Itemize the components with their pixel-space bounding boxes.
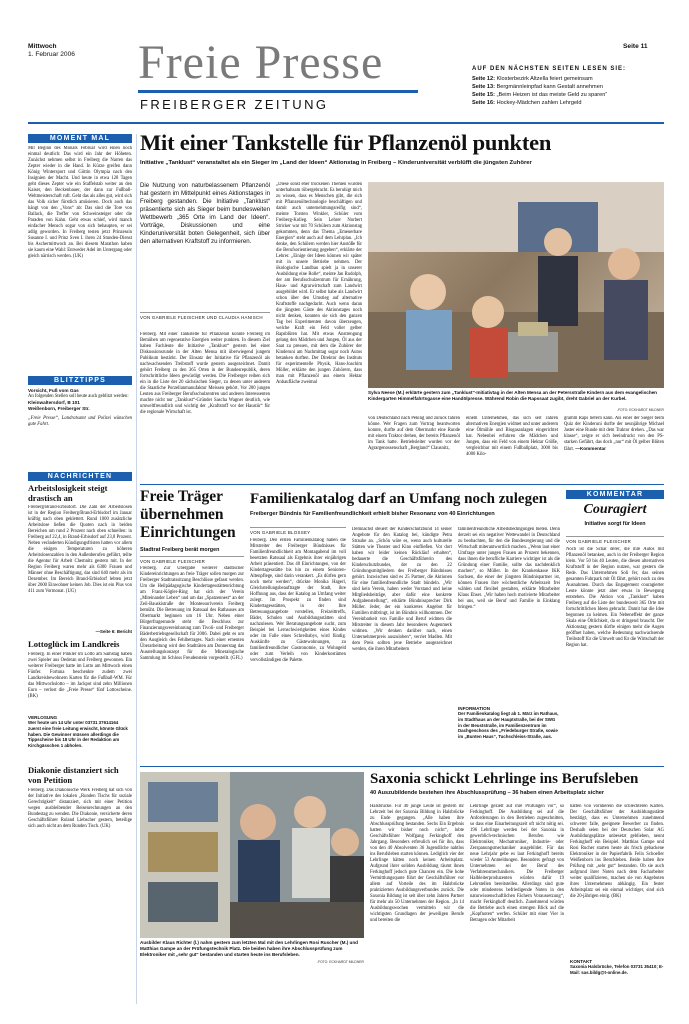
masthead-rule (28, 122, 664, 124)
page-number: Seite 11 (623, 43, 648, 50)
nachrichten-label: NACHRICHTEN (28, 472, 132, 481)
main-headline: Mit einer Tankstelle für Pflanzenöl punkten (140, 130, 552, 155)
traeger-text: Freiberg. Zur Übergabe weiterer städtischer Kindereinrichtungen an freie Träger sollen morgen zur Freiberger Stadtratssitzung Beschlüsse gefasst werden. Um die Heilpädagogische Kindertagesstättenrichtung am Franz-Kögler-Ring hat sich der Verein „Miteinander Leben“ und um das „Spatzennest“ an der Zeil-Bauskistraße der Montessoriverein Freiberg bemüht. Die Betreuung im Ratssaal des Rathauses am Obermarkt beginnen um 16 Uhr. Neben einer Bürgerfragestunde steht die Beschluss zur Finanzierungsvereinbarung zum Tivoli- und Freiberger Bäderbetriebsgesellschaft für 2006. Dabei geht es um den Ausgleich des Fehlbetrages. Nach einer erneuten Überarbeitung wird den Stadträten am Donnerstag das Ausstellungskonzept für die Mineralogische Sammlung im Schloss Freudenstein vorgestellt. (GFL) (140, 566, 244, 661)
familie-headline: Familienkatalog darf an Umfang noch zulegen (250, 491, 548, 507)
main-col-5-text: gramm Raps liefern kann. Als einer der Sieger beim Quiz der Kinderuni durfte der neunjährige Michael Jaster eine Runde mit dem Traktor drehen. „Das war klasse“, zeigte er sich beeindruckt von den PS-starken Gefährt, das doch „nur“ mit Öl gelber Blüten fährt. (564, 416, 664, 452)
main-caption: Sylva Neese (M.) erklärte gestern zum „Tanklust“-Initiativtag in der Alten Mensa an der Petersstraße Kindern aus dem evangelischen Kindergarten Himmelfahrtsgasse eine Handölpresse. Während Robin die Rapssaat zugibt, dreht Gabriel an der Kurbel. (368, 390, 657, 401)
familie-col-3-wrap (458, 527, 560, 762)
nachrichten-column (28, 484, 132, 1004)
n3-title: Diakonie distanziert sich von Petition (28, 765, 119, 785)
date: 1. Februar 2006 (28, 50, 75, 58)
familie-col-1: Freiberg. Den ersten Familienkatalog haben die Mitstreiter des Freiberger Bündnisses für Familienfreundlichkeit am Montagabend im voll besetzten Ratssaal als Ergebnis ihrer einjährigen Arbeit präsentiert. Das 40 Einrichtungen, von der Kindertagesstätte bis hin zu einem Senioren-Altenpflege, sind darin verankert. „Es dürfen gern noch mehr werden“, drückte Monika Hagerl, Gleichstellungsbeauftragte der Stadt, ihre Hoffnung aus, dass der Katalog an Umfang weiter zulegt. Im Prospekt zu finden sind Kindertagesstätten, in der Ihre Betreuungsangebote vorstellen, Freizeittreffs, Bäder, Schulen und Ausbildungsstätten sind nachzulesen. Wer Beratungsangebote sucht, zum Beispiel bei Lernschwierigkeiten eines Kindes oder im Falle eines Schreibabys, wird fündig. Auskünfte zu Gästewohnungen, zu familienfreundlicher Gastronomie, zu Wohngeld oder zum Verleih von Kinderkostümen vervollständigen die Palette. (250, 538, 346, 663)
saxonia-caption: Ausbilder Klaus Richter (l.) nahm gestern zum letzten Mal mit den Lehrlingen Rosi Ruscher (M.) und Matthias Gampe an der Prüfungstechnik Platz. Die beiden haben ihre Abschlussprüfung zum Elektroniker mit „sehr gut“ bestanden und starten heute ins Berufsleben. (140, 940, 358, 957)
preview-box (472, 66, 664, 107)
traeger-author: VON GABRIELE FLEISCHER (140, 556, 244, 564)
blitz-loc-1: Kleinwaltersdorf, B 101 (28, 400, 80, 405)
n2-text: Freiberg. In einer Pinkler im Lotto am Samstag haben zwei Spieler aus Oederan und Freiberg gewonnen. Ein weiterer Freiberger hatte im Lotto am Mittwoch einen Fünfer. Fortuna beschenkte zudem zwei Landkreisbewohnern Karten für die Fußball-WM. Für das Mittwochslotto – im Jackpot sind zehn Millionen Euro – verlost die „Freie Presse“ fünf Lottoscheine. (BK) (28, 651, 132, 699)
kontakt-text: Saxonia Halsbrücke, Telefon 03731 35410; E-Mail: sas.bildg@t-online.de. (570, 964, 664, 975)
kommentar-label: KOMMENTAR (566, 490, 664, 499)
n1-text: Freiberg/Brand-Erbisdorf. Die Zahl der Arbeitslosen ist in der Region Freiberg/Brand-Erbisdorf im Januar kräftig nach oben geklettert. Rund 1000 zusätzliche Arbeitslose ließen die Quoten nach in beiden Bereichen um rund 2 Prozent nach oben schnellen: in Freiberg auf 22,4, in Brand-Erbisdorf auf 23,0 Prozent. Neben veränderten Kündigungsfristen hatten vor allem die eisigen Temperaturen zu höheren Arbeitslosenzahlen in den Außenberufen geführt, teilte die Agentur für Arbeit Chemnitz gestern mit. In der Region Freiberg waren mehr als 6300 Frauen und Männer ohne Beschäftigung, das sind 640 mehr als im Dezember. Im Bereich Brand-Erbisdorf lebten jetzt über 2600 Einwohner keinen Job. Dies ist ein Plus von 411 zum Vormonat. (UG) (28, 505, 132, 595)
n1-title: Arbeitslosigkeit steigt drastisch an (28, 484, 108, 503)
saxonia-col-3: hätten von vornherein die schlechteren Karten. Der Geschäftsführer der Ausbildungsstätte bestätigt, dass es Unternehmen zunehmend schwerer falle, geeignete Bewerber zu finden. Deshalb seien bei der Deutschen Solar AG Ausbildungsplätze unbesetzt geblieben, nennt Ferkinghoff ein Beispiel. Matthias Gampe und Rosi Rucher starten heute als frisch gebackene Elektroniker in der Papierfabrik Felix Schoeller Weißenborn ins Berufsleben. Beide haben ihre Prüfung mit „sehr gut“ bestanden. Ob sie auch aufgrund ihrer Noten nach dem Facharbeiter weiter qualifizieren, machen sie von Angeboten ihres Unternehmens abhängig. Ein fester Arbeitsplatz sei ein einmal wichtiger, sind sich die 20-jährigen einig. (BK) (570, 804, 664, 899)
familie-info-label: INFORMATION (458, 706, 491, 711)
saxonia-col-3-wrap (570, 804, 664, 1004)
saxonia-credit: -FOTO: ECKHARDT MILDNER (316, 960, 364, 964)
main-col-1: Freiberg. Mit einer Tankstelle für Pflanzenöl könnte Freiberg im Bemühen um regenerative Energien weiter punkten. In diesem Ziel haben Fachleute die Initiative „Tanklust“ gestern bei einer Diskussionsrunde in der Alten Mensa mit überwiegend jungem Publikum bestärkt. Der Einsatz der Initiative für Pflanzenöl als nachwachsenden Treibstoff wurde gestern ausgezeichnet. Damit gehört Freiberg zu den 365 Orten in der Bundesrepublik, deren fortschrittliche Ideen gewürdigt werden. Die Freiberger reihen sich ein in die Liste der 20 sächsischen Sieger, zu denen unter anderem die Staatliche Porzellanmanufaktur Meissen gehört. Vor 200 jungen Leuten aus Freiberger Berufsschulzentren und anderen Interessenten machte nicht nur „Tanklust“-Gründer Sascha Wagner deutlich, wie umweltfreundlich und wichtig der „Kraftstoff vor der Haustür“ für die regionale Wirtschaft ist. (140, 332, 270, 415)
kontakt-label: KONTAKT (570, 959, 593, 964)
main-story-rule (140, 484, 664, 485)
moment-text: Mit Beginn des Monats Februar wird einen noch einmal deutlich: Das wird ein Jahr der Höheten. Zunächst nehmen selbst in Freiberg die Narren das Zepter wieder in die Hand. In Kürze greifen dann König Wintersport und Göttin Olympia nach den Insignien der Macht. Und heute in etwa 128 Tagen geht dieses Zepter wie ein Staffelstab weiter an den Kaiser, den Beckenbauer, der dann zur Fußball-Weltmeisterschaft ruft. Geht das als alles gut, wird sich das Volk sicher fürstlich amüsieren. Doch auch das hängt von den „Vons“ ab: Das sind die Tore von Ballack, die Treffer von Schweinsteiger oder die Paraden von Kahn. Geht etwas schief, wird manch einfacher Mensch sogar von sich behaupten, er sei adlig geworden. In Freiberg testen jetzt Prinzessin Susanne I. und Prinz Sven I. ihren 24 Stunden-Dienst bis Aschermittwoch an. Bei diesem Marathon haben sie kaum eine Wahl: Entweder Adel im Untergang oder gleich närrisch werden. (UK) (28, 146, 132, 259)
preview-line: Seite 13: Bergmännleinpfad kann Gestalt annehmen (472, 84, 603, 91)
traeger-headline: Freie Träger übernehmen Einrichtungen (140, 488, 236, 541)
lower-rule (140, 766, 664, 767)
main-subhead: Initiative „Tanklust“ veranstaltet als ein Sieger im „Land der Ideen“ Aktionstag in Freiberg – Kinderuniversität verblüfft die jüngsten Zuhörer (140, 160, 532, 166)
blitz-label: BLITZTIPPS (28, 376, 132, 385)
photo-trainees-workbench (140, 772, 364, 938)
logo: Freie Presse (138, 36, 384, 89)
blitz-loc-2: Weißenborn, Freiberger Str. (28, 406, 90, 411)
saxonia-col-2: Lehrlinge gezielt auf ihre Prüfungen vor“, so Ferkinghoff. Die Ausbildung sei auf die Anforderungen in den Betrieben zugeschnitten, so dass eine Einarbeitungszeit oft nicht nötig sei. 196 Lehrlinge werden bei der Saxonia in gewerblich-technischen Berufen wie Elektroniker, Mechatroniker, Industrie- oder Zerspanungsmechaniker ausgebildet. Für das neue Lehrjahr gebe es laut Ferkinghoff bereits wieder 53 Anmeldungen. Besonders gefragt von Unternehmen sei der Beruf des Verfahrensmechanikers. Die Freiberger Halbleiterproduzenten würden dafür 19 Lehrstellen bereitstellen. Allerdings sind gute oder mindestens befriedigende Noten in den naturwissenschaftlichen Fächern Voraussetzung“, macht Ferkinghoff deutlich. Zunehmend würden die Betriebe auch einen strengen Blick auf die „Kopfnoten“ werfen. Schüler mit einer Vier in Betragen oder Mitarbeit (470, 804, 564, 923)
sub-logo: FREIBERGER ZEITUNG (140, 97, 329, 112)
kommentar-text: Noch ist die Schar derer, die ihre Autos mit Pflanzenöl betanken, auch in der Freiberger Region klein. Vor 50 bis 40 Leuten, die diesen alternativen Kraftstoff in der Region nutzen, war gestern die Rede. Das Unternehmen Soli fer, das seinen gesamten Fuhrpark mit Öl fährt, gehört noch zu den Ausnahmen. Durch das Engagement couragierter Leute könnte jetzt aber etwas in Bewegung entstehen. Die Aktion von „Tanklust“ haben Freiberg auf die Liste der bundesweit 365 Orte mit fortschrittlichen Ideen gebracht. Damit hat die Idee begonnen zu keimen. Ein Nebeneffekt der ganze Skala eine Öltlichkeit, da er dringend braucht. Der Aktionstag gestern dürfte einigen mehr die Augen geöffnet haben, welche Bedeutung nachwachsende Treibstoff für die Umwelt und für die Wirtschaft der Region hat. (566, 547, 664, 648)
preview-line: Seite 15: „Beim Heizen ist das meiste Geld zu sparen“ (472, 92, 608, 99)
blitz-title: Vorsicht, Fuß vom Gas (28, 388, 79, 393)
main-intro: Die Nutzung von naturbelassenem Pflanzenöl hat gestern im Mittelpunkt eines Aktionstages in Freiberg gestanden. Die Initiative „Tanklust“ präsentierte sich als Sieger beim bundesweiten Wettbewerb „365 Orte im Land der Ideen“. Vorträge, Diskussionen und eine Kinderuniversität boten Gelegenheit, sich über den alternativen Kraftstoff zu informieren. (140, 182, 270, 245)
blitz-note: „Freie Presse“, Landratsamt und Polizei wünschen gute Fahrt. (28, 416, 132, 427)
photo-children-oilpress (368, 182, 664, 388)
familie-col-2: Demnächst steuert der Kinderschutzbund 14 seiner Angebote für den Katalog bei, kündigte Petra Strauhe an. „Schön wäre es, wenn auch kulturelle Stätten wie Theater und Kino einfließen. Vor dort haben wir leider keinen Rückläuf erhalten“, bedauerte die Geschäftsführerin des Kinderschutzbundes, der zu den 22 Gründungsmitgliedern des Freiberger Bündnisses gehört. Inzwischen sind es 25 Partner, die Aktionen für eine familienfreundliche Stadt bündeln. „Wir sind kein Verein, haben weder Vorstand und keine Mitgliedsbeiträge, aber dafür eine konkrete Aufgabenstellung“, erklärte Bündnissprecher Dirk Müller. Jeder, der ein konkretes Angebot für Familien mitbringt, ist im Bündnis willkommen. Der Vereinbarkeit von Familie und Beruf widmen die Mitstreiter in diesem Jahr besonderes Augenmerk widmen. „Wir denken darüber nach, einen Unternehmerpreis auszuloben“, verriet Madlen. Mit dem Preis sollten jene Betriebe ausgezeichnet werden, die ihren Mitarbeitern (352, 527, 452, 652)
familie-col-3: familienfreundliche Arbeitsbedingungen bieten. Denn derzeit sei ein negativer Wettewandel in Deutschland zu beobachten, für den die Bundesregierung und die Wirtschaft miterantwortlich machen. „Wenn laut einer Umfrage unter jungen Frauen an Prozent bekennen, dass ihnen die berufliche Karriere wichtiger ist als die Gründung einer Familie, sollte das nachdenklich machen“, so Müller. In der Krankenkasse IKK Sachsen, die einer der jüngsten Bündnispartner ist, können Frauen ihre wöchentliche Arbeitszeit frei wählen und flexibel gestalten, erklärte Mitarbeiter Klaus Ehser. „Wir haben hoch motivierte Mitarbeiter bei uns, weil sie Beruf und Familie in Einklang bringen.“ (458, 527, 560, 610)
traeger-subhead: Stadtrat Freiberg berät morgen (140, 547, 220, 553)
day: Mittwoch (28, 43, 57, 50)
main-col-5 (564, 416, 664, 480)
main-credit: -FOTO: ECKHARDT MILDNER (616, 408, 664, 412)
sidebar-divider (136, 134, 137, 1004)
date-block (28, 43, 75, 58)
kommentar-title: Couragiert (583, 502, 647, 517)
verlosung-text: Wer heute um 14 Uhr unter 03731 37614164 zuerst eine freie Leitung erwischt, könnte Glück haben. Die Gewinner müssen allerdings die Tippscheine bis 18 Uhr in der Redaktion am Kirchgässchen 1 abholen. (28, 720, 128, 748)
blitz-box (28, 388, 132, 458)
blitz-intro: An folgenden Stellen soll heute auch geblitzt werden: (28, 394, 129, 399)
saxonia-subhead: 40 Auszubildende bestehen ihre Abschlussprüfung – 36 haben einen Arbeitsplatz sicher (370, 790, 605, 796)
familie-subhead: Freiberger Bündnis für Familienfreundlichkeit erhielt bisher Resonanz von 40 Einrichtungen (250, 511, 495, 517)
main-col-3: von Deutschland nach Peking und zurück fahren könne. Wer Fragen zum Vortrag beantworten konnte, durfte auf dem Obermarkt eine Runde mit einem Traktor drehen, der bereits Pflanzenöl im Tank hatte. Betriebsleiter wurden vor der Agrargenossenschaft „Bergland“ Clausnitz, (368, 416, 460, 451)
moment-label: MOMENT MAL (28, 134, 132, 143)
preview-line: Seite 16: Hockey-Mädchen zahlen Lehrgeld (472, 100, 582, 107)
saxonia-col-1: Halsbrücke. Für 40 junge Leute ist gestern ihr Lehrzeit bei der Saxonia Bildung in Halsbrücke zu Ende gegangen. „Alle haben ihre Abschlussprüfung bestanden. Sechs Ein Ergebnis hatten wir bisher noch nicht“, lobte Geschäftsführer Wolfgang Ferkinghoff den Jahrgang. Besonders erfreulich sei für ihn, dass von den 40 Absolventen 36 Jugendliche nahtlos ins Berufsleben starten können. Lediglich vier der Lehrlinge hätten noch keinen Arbeitsplatz. Aufgrund ihrer soliden Ausbildung räumt ihnen Ferkinghoff jedoch gute Chancen ein. Die hohe Vermittlungsquote führt der Geschäftsführer vor allem auf Vorteile des im Halsbrücke praktizierten Ausbildungsverbundes zurück. Die Saxonia Bildung ist seit über zehn Jahren Partner für mehr als 50 Unternehmen der Region. „In 14 Ausbildungswochen vermitteln wir die wichtigsten Grundlagen der jeweiligen Berufe und bereiten die (370, 804, 464, 923)
main-col-4: einem Unternehmen, das sich seit Jahren alternativen Energien widmet und unter anderem eine Ölmühle und Biogasanlagen eingerichtet hat. Nebenbei erfuhren die Mädchen und Jungen, dass ein Feld von einem Hektar Größe, vergleichbar mit einem Fußballplatz, 3000 bis 4000 Kilo- (466, 416, 558, 457)
saxonia-headline: Saxonia schickt Lehrlinge ins Berufsleben (370, 771, 639, 787)
familie-author: VON GABRIELE BLOSSEY (250, 527, 346, 535)
main-photo (368, 182, 664, 388)
main-col-5-ref: —Kommentar (575, 446, 606, 451)
familie-info-text: Der Familienkatalog liegt ab 1. März im Rathaus, im Stadthaus an der Hauptstraße, bei der SWG in der Beuststraße, im Familienzentrum im Dachgeschoss des „Friedeburger Straße, sowie im „Bunten Haus“, Tuchschleiss-Straße, aus. (458, 711, 559, 739)
verlosung-label: VERLOSUNG (28, 714, 58, 720)
preview-line: Seite 12: Klosterbezirk Altzella feiert gemeinsam (472, 76, 593, 83)
main-col-2: „Diese sonst eher trockenen Themen wurden unterhaltsam rübergebracht. Es beruhigt mich zu wissen, dass es Menschen gibt, die sich mit Pflanzenöltechnologie beschäftigen und damit auch unternehmungsreifig sind“, meinte Torsten Winkler, Schüler vom Freiberg-Kolleg. Sein Lehrer Norbert Stricker war mit 70 Schülern zum Aktionstag gekommen, denn das Thema „Emeuerbare Energien“ steht auch auf dem Lehrplan. „Ich denke, den Schülern werden hier Anstöße für die Berufsorientierung gegeben“, erklärte der Lehrer. „Einige der Ideen können wir später mit in unsere Betriebe nehmen. Der ökologische Landbau spielt ja in unserer Ausbildung eine Rolle“, meinte Jan Rudolph, der am Berufsschulzentrum für Ernährung, Haus- und Agrarwirtschaft zum Landwirt ausgebildet wird. Er selbst habe als Landwirt schon über den Umstieg auf alternative Kraftstoffe nachgedacht. Auch wenn daran die jüngsten Gäste des Aktionstages noch nicht denken, konnten sie sich den ganzen Tag bei Experimenten davon überzeugen, welche Kraft ein Feld voller gelber Rapsblüten hat. Mit etwas Anstrengung gelang den Mädchen und Jungen, Öl aus der Saat zu pressen, mit dem die Zuhörer der Kinderuni am Nachmittag sogar noch Autos betanken durften. Der Direktor des Instituts für experimentelle Physik, Hans-Joachim Möller, erklärte den jungen Zuhörern, dass man mit Pflanzenöl aus einem Hektar Anbaufläche zweimal (276, 182, 362, 385)
n2-title: Lottoglück im Landkreis (28, 639, 120, 650)
preview-title: AUF DEN NÄCHSTEN SEITEN LESEN SIE: (472, 66, 627, 72)
logo-rule (138, 90, 418, 93)
n3-text: Freiberg. Das Diakonische Werk Freiberg hat sich von der Initiative des lokalen „Runden Tischs für soziale Gerechtigkeit“ distanziert, sich mit einer Petition wegen ausbleibender Reisenrechnungen an den Bundestag zu wenden. Die Diakonie, versicherte deren Geschäftsführer Roland Liebscher gestern, beteilige sich auch nicht an dem Runden Tisch. (UK) (28, 787, 132, 829)
main-author: VON GABRIELE FLEISCHER UND CLAUDIA HANISCH (140, 312, 270, 320)
n1-ref: —Seite 6: Bericht (95, 629, 132, 635)
kommentar-subtitle: Initiative sorgt für Ideen (584, 521, 646, 527)
kommentar-author: VON GABRIELE FLEISCHER (566, 536, 664, 544)
saxonia-photo (140, 772, 364, 938)
